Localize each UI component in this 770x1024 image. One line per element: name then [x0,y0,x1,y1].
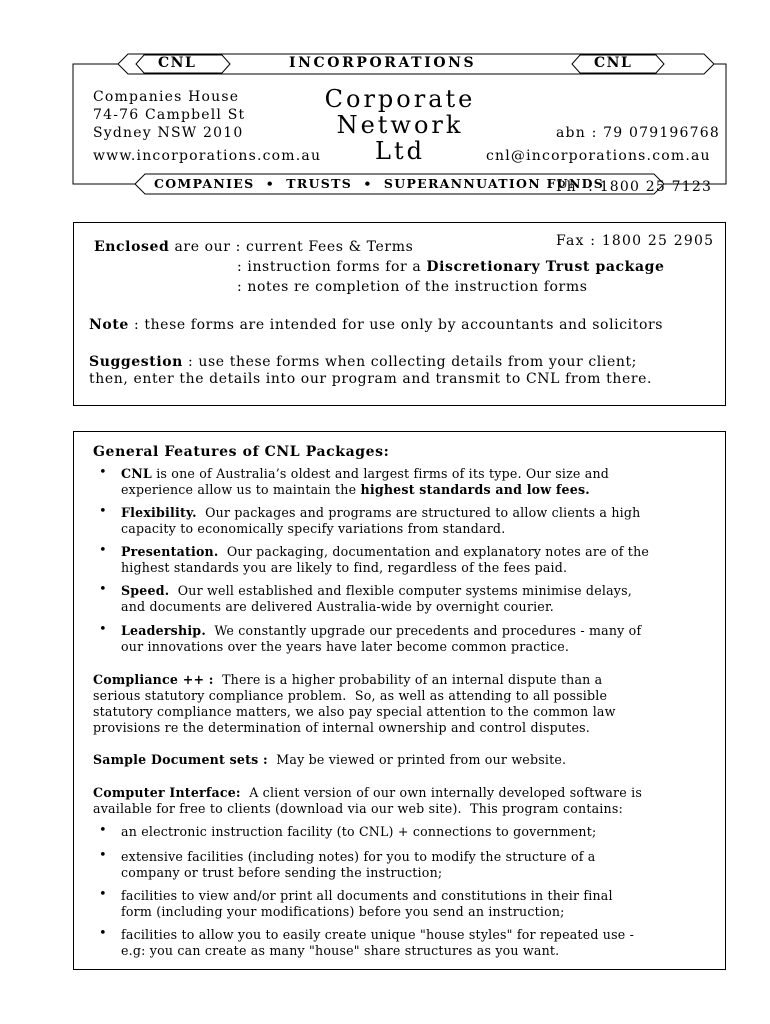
compliance-text: statutory compliance matters, we also pay special attention to the common law [93,704,616,719]
enclosed-text: : instruction forms for a [237,259,427,275]
program-text: extensive facilities (including notes) for you to modify the structure of a [121,849,596,864]
bullet-icon: • [99,582,107,597]
feature-item [121,583,632,615]
sample-text: May be viewed or printed from our website. [267,752,567,767]
program-text: facilities to allow you to easily create unique "house styles" for repeated use - [121,927,635,942]
program-text: form (including your modifications) before you send an instruction; [121,904,565,919]
program-text: an electronic instruction facility (to CNL) + connections to government; [121,824,597,839]
address-line: 74-76 Campbell St [93,107,246,123]
bullet-icon: • [99,622,107,637]
feature-text: Our packaging, documentation and explanatory notes are of the [218,544,650,559]
enclosed-line-2 [237,259,665,275]
program-text: company or trust before sending the instruction; [121,865,443,880]
compliance-label: Compliance ++ : [93,672,214,687]
website-link[interactable]: www.incorporations.com.au [93,148,322,164]
enclosed-text: are our : current Fees & Terms [169,239,414,255]
feature-text: and documents are delivered Australia-wide by overnight courier. [121,599,554,614]
feature-highlight: highest standards and low fees. [360,482,590,497]
program-text: e.g: you can create as many "house" share structures as you want. [121,943,560,958]
feature-text: We constantly upgrade our precedents and procedures - many of [205,623,642,638]
bullet-icon: • [99,926,107,941]
feature-text: capacity to economically specify variations from standard. [121,521,506,536]
interface-label: Computer Interface: [93,785,241,800]
title-line: Network [336,111,464,139]
features-heading: General Features of CNL Packages: [93,444,390,460]
enclosed-label: Enclosed [94,239,170,255]
suggestion-text: : use these forms when collecting details from your client; [182,354,637,370]
feature-item [121,623,641,655]
compliance-paragraph [93,672,616,736]
program-item [121,849,596,881]
left-cnl-tag: CNL [158,55,197,71]
compliance-text: serious statutory compliance problem. So, as well as attending to all possible [93,688,608,703]
title-line: Corporate [324,85,476,113]
program-item [121,824,596,840]
enclosed-box [73,222,726,406]
phone-line: Ph : 1800 25 7123 [556,179,713,195]
bullet-icon: • [99,465,107,480]
note-line [89,317,663,333]
services-tag: COMPANIES • TRUSTS • SUPERANNUATION FUNDS [154,176,605,191]
suggestion-line-1 [89,354,637,370]
incorporations-tag: INCORPORATIONS [289,55,477,71]
email-link[interactable]: cnl@incorporations.com.au [486,148,711,164]
suggestion-label: Suggestion [89,354,183,370]
fax-line: Fax : 1800 25 2905 [556,233,715,249]
compliance-text: There is a higher probability of an internal dispute than a [213,672,603,687]
sample-documents-paragraph [93,752,566,768]
interface-text: available for free to clients (download via our web site). This program contains: [93,801,623,816]
right-cnl-tag: CNL [594,55,633,71]
feature-label: Speed. [121,583,170,598]
feature-label: Presentation. [121,544,219,559]
address-line: Sydney NSW 2010 [93,125,244,141]
feature-text: Our well established and flexible computer systems minimise delays, [169,583,632,598]
enclosed-line-3: : notes re completion of the instruction forms [237,279,588,295]
feature-item [121,466,609,498]
note-label: Note [89,317,129,333]
sample-label: Sample Document sets : [93,752,268,767]
computer-interface-paragraph [93,785,642,817]
feature-item [121,544,649,576]
feature-label: CNL [121,466,152,481]
feature-text: Our packages and programs are structured to allow clients a high [196,505,641,520]
feature-text: our innovations over the years have later become common practice. [121,639,570,654]
note-text: : these forms are intended for use only by accountants and solicitors [128,317,664,333]
address-line: Companies House [93,89,240,105]
feature-text: is one of Australia’s oldest and largest firms of its type. Our size and [152,466,610,481]
trust-package-label: Discretionary Trust package [426,259,665,275]
interface-text: A client version of our own internally developed software is [240,785,642,800]
bullet-icon: • [99,543,107,558]
program-item [121,888,613,920]
suggestion-line-2: then, enter the details into our program and transmit to CNL from there. [89,371,653,387]
feature-item [121,505,640,537]
company-address [93,88,245,142]
enclosed-line-1 [94,239,413,255]
program-text: facilities to view and/or print all documents and constitutions in their final [121,888,613,903]
bullet-icon: • [99,823,107,838]
title-line: Ltd [375,137,425,165]
bullet-icon: • [99,887,107,902]
feature-text: experience allow us to maintain the [121,482,361,497]
compliance-text: provisions re the determination of internal ownership and control disputes. [93,720,590,735]
program-item [121,927,634,959]
abn-line: abn : 79 079196768 [556,125,720,141]
company-title [300,86,500,164]
bullet-icon: • [99,504,107,519]
feature-label: Flexibility. [121,505,197,520]
feature-label: Leadership. [121,623,206,638]
feature-text: highest standards you are likely to find, regardless of the fees paid. [121,560,568,575]
bullet-icon: • [99,848,107,863]
features-box [73,431,726,970]
